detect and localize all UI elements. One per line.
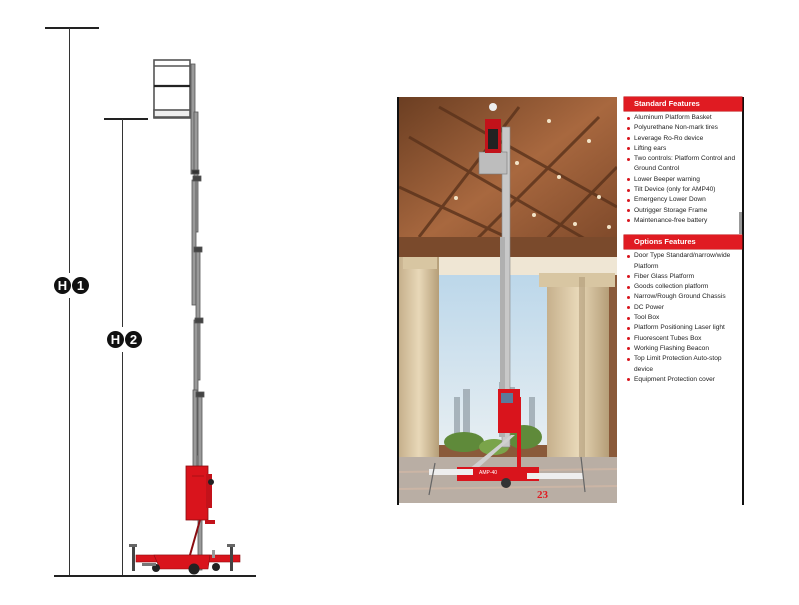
platform-basket-icon	[154, 60, 190, 118]
list-item: Aluminum Platform Basket	[624, 113, 742, 123]
product-photo	[399, 97, 617, 503]
list-item: Fiber Glass Platform	[624, 272, 742, 282]
list-item: Top Limit Protection Auto-stop device	[624, 354, 742, 375]
h2-letter: H	[107, 331, 124, 348]
h1-number: 1	[72, 277, 89, 294]
list-item: Fluorescent Tubes Box	[624, 334, 742, 344]
photo-scene	[399, 97, 617, 503]
list-item: Polyurethane Non-mark tires	[624, 123, 742, 133]
chassis-icon	[129, 544, 240, 575]
machine-badge: AMP-40	[479, 470, 498, 476]
lift-drawing	[120, 50, 270, 580]
h1-top-tick	[45, 27, 99, 29]
standard-features-header: Standard Features	[624, 97, 742, 111]
lift-diagram	[0, 0, 300, 605]
h2-number: 2	[125, 331, 142, 348]
list-item: Door Type Standard/narrow/wide Platform	[624, 251, 742, 272]
list-item: Narrow/Rough Ground Chassis	[624, 292, 742, 302]
list-item: Two controls: Platform Control and Ground Control	[624, 154, 742, 175]
list-item: Emergency Lower Down	[624, 195, 742, 205]
list-item: Outrigger Storage Frame	[624, 206, 742, 216]
list-item: Working Flashing Beacon	[624, 344, 742, 354]
panel-right-border	[742, 97, 744, 505]
list-item: Lower Beeper warning	[624, 175, 742, 185]
list-item: Tool Box	[624, 313, 742, 323]
list-item: Leverage Ro-Ro device	[624, 134, 742, 144]
h1-dimension-line	[69, 28, 70, 576]
h1-label	[54, 273, 89, 298]
list-item: Lifting ears	[624, 144, 742, 154]
h1-letter: H	[54, 277, 71, 294]
list-item: Platform Positioning Laser light	[624, 323, 742, 333]
standard-features-list	[624, 111, 742, 226]
page-number: 23	[537, 489, 548, 501]
list-item: Goods collection platform	[624, 282, 742, 292]
scrollbar-thumb[interactable]	[739, 212, 742, 234]
list-item: Equipment Protection cover	[624, 375, 742, 385]
features-column	[624, 97, 742, 385]
list-item: Tilt Device (only for AMP40)	[624, 185, 742, 195]
options-features-header: Options Features	[624, 235, 742, 249]
list-item: Maintenance-free battery	[624, 216, 742, 226]
list-item: DC Power	[624, 303, 742, 313]
options-features-list	[624, 249, 742, 385]
